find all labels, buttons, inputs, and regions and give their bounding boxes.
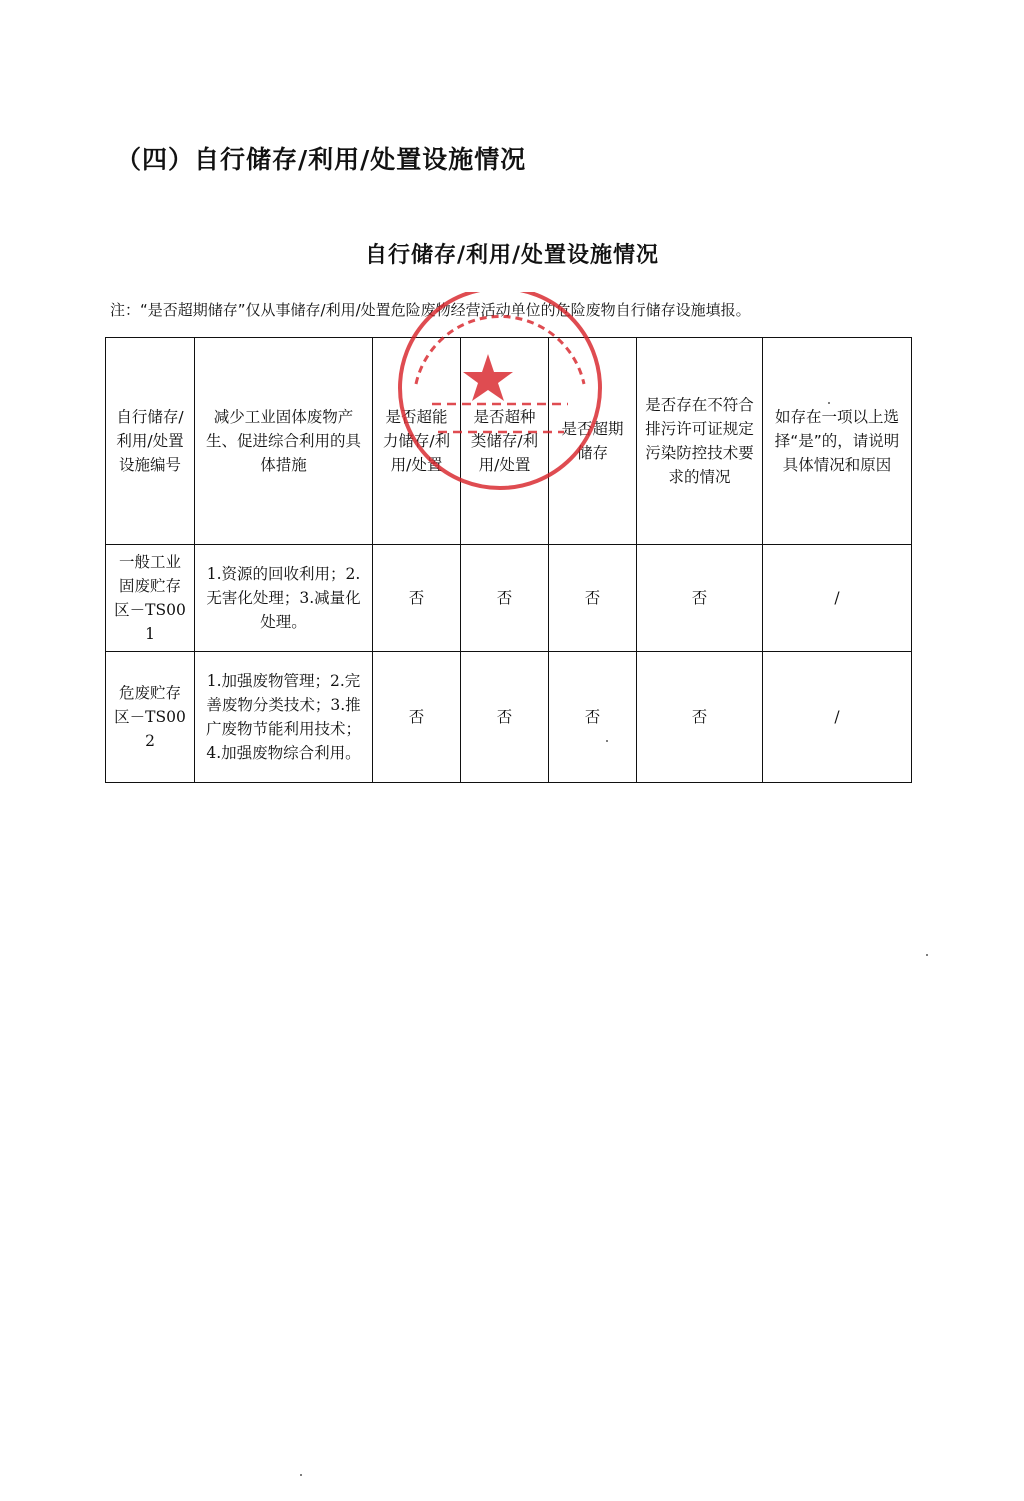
header-row <box>106 338 912 545</box>
table-title: 自行储存/利用/处置设施情况 <box>364 243 660 268</box>
cell-over-type: 否 <box>461 545 549 652</box>
scan-speck <box>300 1474 302 1476</box>
scan-speck <box>926 954 928 956</box>
col-header-over-capacity: 是否超能力储存/利用/处置 <box>373 338 461 545</box>
cell-explanation: / <box>763 545 912 652</box>
scan-speck <box>828 402 830 404</box>
cell-facility: 一般工业固废贮存区－TS001 <box>106 545 195 652</box>
col-header-explanation: 如存在一项以上选择“是”的，请说明具体情况和原因 <box>763 338 912 545</box>
cell-noncompliance: 否 <box>637 545 763 652</box>
cell-over-capacity: 否 <box>373 652 461 783</box>
facility-table <box>105 337 912 783</box>
note-text: 注：“是否超期储存”仅从事储存/利用/处置危险废物经营活动单位的危险废物自行储存设施填报。 <box>110 301 751 319</box>
table-row <box>106 545 912 652</box>
cell-over-period: 否 <box>549 545 637 652</box>
cell-over-type: 否 <box>461 652 549 783</box>
cell-explanation: / <box>763 652 912 783</box>
cell-measures: 1.资源的回收利用；2.无害化处理；3.减量化处理。 <box>195 545 373 652</box>
cell-over-capacity: 否 <box>373 545 461 652</box>
section-heading: （四）自行储存/利用/处置设施情况 <box>116 145 527 174</box>
col-header-over-type: 是否超种类储存/利用/处置 <box>461 338 549 545</box>
cell-measures: 1.加强废物管理；2.完善废物分类技术；3.推广废物节能利用技术；4.加强废物综合利用。 <box>195 652 373 783</box>
cell-facility: 危废贮存区－TS002 <box>106 652 195 783</box>
table-row <box>106 652 912 783</box>
col-header-over-period: 是否超期储存 <box>549 338 637 545</box>
col-header-noncompliance: 是否存在不符合排污许可证规定污染防控技术要求的情况 <box>637 338 763 545</box>
col-header-measures: 减少工业固体废物产生、促进综合利用的具体措施 <box>195 338 373 545</box>
cell-over-period: 否 <box>549 652 637 783</box>
col-header-facility-id: 自行储存/利用/处置设施编号 <box>106 338 195 545</box>
scan-speck <box>606 740 608 742</box>
cell-noncompliance: 否 <box>637 652 763 783</box>
